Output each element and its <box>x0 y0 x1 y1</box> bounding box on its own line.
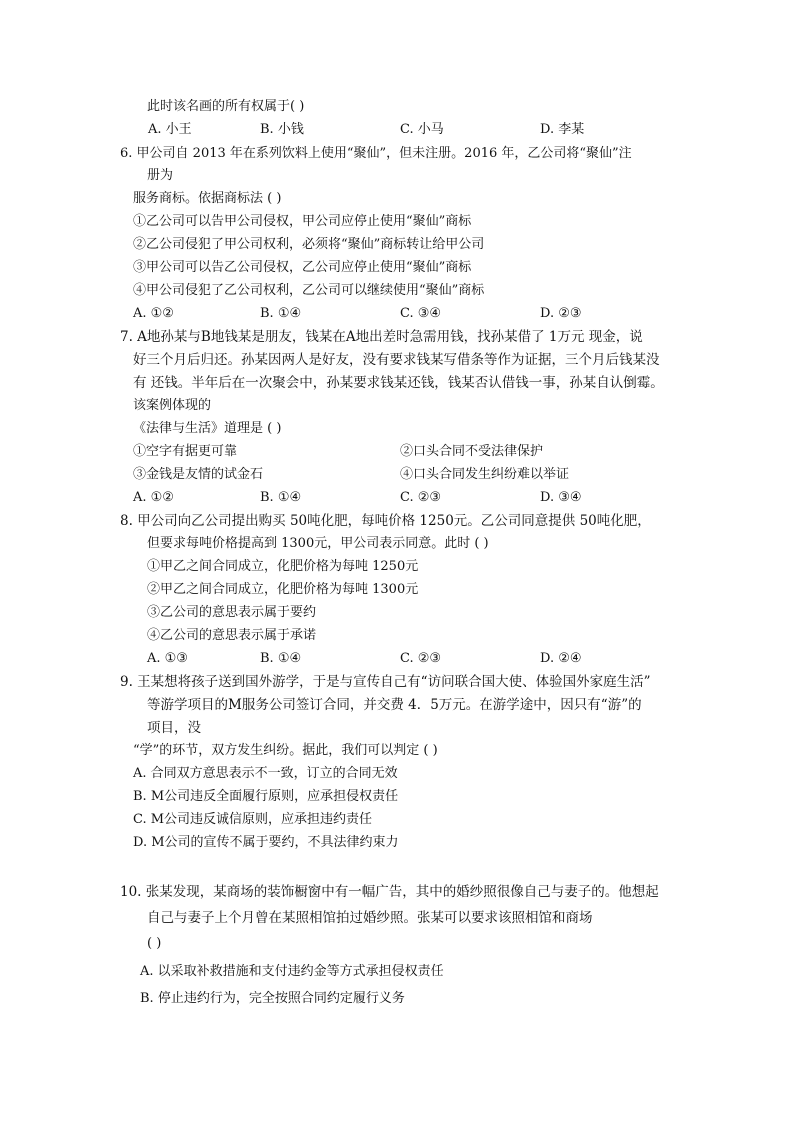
q6-option-d: D. ②③ <box>540 306 582 321</box>
q10-stem-line2: 自己与妻子上个月曾在某照相馆拍过婚纱照。张某可以要求该照相馆和商场 <box>147 910 593 926</box>
q6-option-c: C. ③④ <box>400 306 442 321</box>
q7-item-1: ①空字有据更可靠 <box>133 444 238 459</box>
q7-stem-line3: 有 还钱。半年后在一次聚会中，孙某要求钱某还钱，钱某否认借钱一事，孙某自认倒霉。 <box>133 375 664 391</box>
q8-option-a: A. ①③ <box>147 651 188 666</box>
q7-item-2: ②口头合同不受法律保护 <box>400 444 544 459</box>
q6-item-2: ②乙公司侵犯了甲公司权利，必须将“聚仙”商标转让给甲公司 <box>133 237 485 252</box>
q6-item-3: ③甲公司可以告乙公司侵权，乙公司应停止使用“聚仙”商标 <box>133 260 472 275</box>
q8-stem-line2: 但要求每吨价格提高到 1300元，甲公司表示同意。此时 ( ) <box>147 536 489 551</box>
q7-option-d: D. ③④ <box>540 490 582 505</box>
q6-item-1: ①乙公司可以告甲公司侵权，甲公司应停止使用“聚仙”商标 <box>133 214 472 229</box>
q7-option-c: C. ②③ <box>400 490 442 505</box>
q7-item-4: ④口头合同发生纠纷难以举证 <box>400 467 570 482</box>
q8-stem-line1: 8. 甲公司向乙公司提出购买 50吨化肥，每吨价格 1250元。乙公司同意提供 50吨化肥， <box>120 513 651 529</box>
q9-stem-line3: 项目，没 <box>147 720 201 736</box>
q7-stem-line5: 《法律与生活》道理是 ( ) <box>133 421 282 436</box>
q7-stem-line1: 7. A地孙某与B地钱某是朋友，钱某在A地出差时急需用钱，找孙某借了 1万元 现金，说 <box>120 329 643 345</box>
q5-option-d: D. 李某 <box>540 122 585 137</box>
q6-stem-line2: 册为 <box>147 168 174 183</box>
q5-tail: 此时该名画的所有权属于( ) <box>147 99 305 114</box>
q8-item-4: ④乙公司的意思表示属于承诺 <box>147 628 317 643</box>
q6-option-a: A. ①② <box>133 306 174 321</box>
q5-option-c: C. 小马 <box>400 122 444 137</box>
q6-option-b: B. ①④ <box>260 306 302 321</box>
q7-stem-line2: 好三个月后归还。孙某因两人是好友，没有要求钱某写借条等作为证据，三个月后钱某没 <box>133 352 660 368</box>
q8-item-3: ③乙公司的意思表示属于要约 <box>147 605 317 620</box>
q8-option-b: B. ①④ <box>260 651 302 666</box>
q9-option-a: A. 合同双方意思表示不一致，订立的合同无效 <box>133 766 398 781</box>
q8-item-2: ②甲乙之间合同成立，化肥价格为每吨 1300元 <box>147 582 419 597</box>
q5-option-a: A. 小王 <box>148 122 192 137</box>
q9-stem-line1: 9. 王某想将孩子送到国外游学，于是与宣传自己有“访问联合国大使、体验国外家庭生活” <box>120 674 651 690</box>
q10-option-b: B. 停止违约行为，完全按照合同约定履行义务 <box>140 991 405 1006</box>
q10-stem-line1: 10. 张某发现，某商场的装饰橱窗中有一幅广告，其中的婚纱照很像自己与妻子的。他想起 <box>120 884 659 900</box>
q7-option-b: B. ①④ <box>260 490 302 505</box>
q10-stem-line3: ( ) <box>147 936 162 951</box>
q6-item-4: ④甲公司侵犯了乙公司权利，乙公司可以继续使用“聚仙”商标 <box>133 283 485 298</box>
q7-option-a: A. ①② <box>133 490 174 505</box>
q7-item-3: ③金钱是友情的试金石 <box>133 467 264 482</box>
q5-option-b: B. 小钱 <box>260 122 304 137</box>
q8-item-1: ①甲乙之间合同成立，化肥价格为每吨 1250元 <box>147 559 419 574</box>
q8-option-c: C. ②③ <box>400 651 442 666</box>
q10-option-a: A. 以采取补救措施和支付违约金等方式承担侵权责任 <box>140 964 444 979</box>
q9-option-d: D. M公司的宣传不属于要约，不具法律约束力 <box>133 835 399 850</box>
q9-option-c: C. M公司违反诚信原则，应承担违约责任 <box>133 812 373 827</box>
q8-option-d: D. ②④ <box>540 651 582 666</box>
q9-option-b: B. M公司违反全面履行原则，应承担侵权责任 <box>133 789 399 804</box>
q6-stem-line1: 6. 甲公司自 2013 年在系列饮料上使用“聚仙”，但未注册。2016 年，乙公司将“聚仙”注 <box>120 146 632 161</box>
q6-stem-line3: 服务商标。依据商标法 ( ) <box>133 191 282 206</box>
q9-stem-line2: 等游学项目的M服务公司签订合同，并交费 4．5万元。在游学途中，因只有“游”的 <box>147 697 642 713</box>
q9-stem-line4: “学”的环节，双方发生纠纷。据此，我们可以判定 ( ) <box>133 743 438 758</box>
q7-stem-line4: 该案例体现的 <box>133 398 212 413</box>
